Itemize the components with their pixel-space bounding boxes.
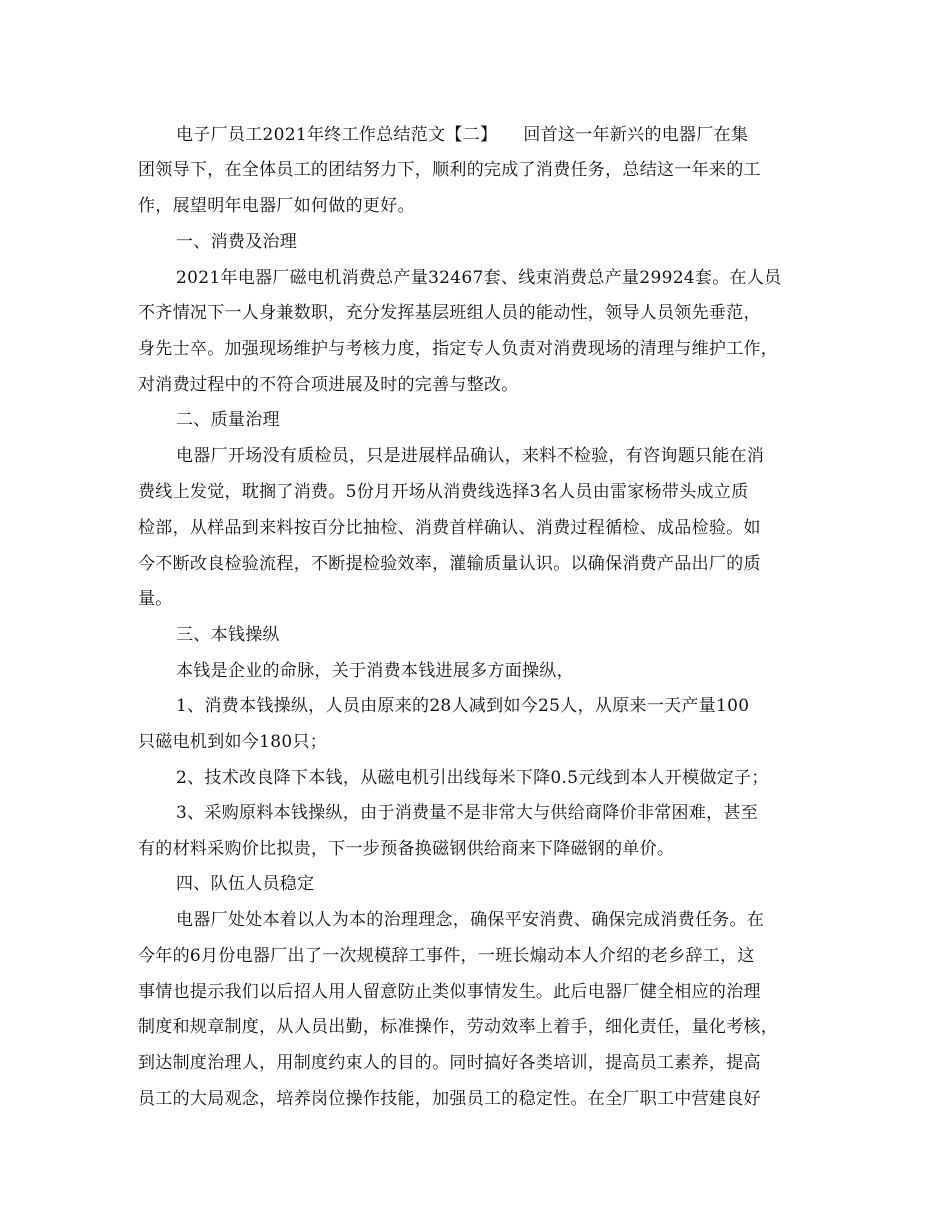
text-line: 电器厂处处本着以人为本的治理理念，确保平安消费、确保完成消费任务。在	[176, 910, 765, 930]
text-line: 今年的6月份电器厂出了一次规模辞工事件，一班长煽动本人介绍的老乡辞工，这	[138, 946, 755, 966]
text-line: 量。	[138, 589, 173, 609]
text-line: 1、消费本钱操纵，人员由原来的28人减到如今25人，从原来一天产量100	[176, 696, 750, 716]
section-heading: 一、消费及治理	[176, 232, 298, 252]
text-line: 电器厂开场没有质检员，只是进展样品确认，来料不检验，有咨询题只能在消	[176, 446, 765, 466]
text-line: 检部，从样品到来料按百分比抽检、消费首样确认、消费过程循检、成品检验。如	[138, 518, 761, 538]
text-line: 对消费过程中的不符合项进展及时的完善与整改。	[138, 375, 519, 395]
text-line: 2、技术改良降下本钱，从磁电机引出线每米下降0.5元线到本人开模做定子；	[176, 768, 769, 788]
text-line: 团领导下，在全体员工的团结努力下，顺利的完成了消费任务，总结这一年来的工	[138, 160, 761, 180]
text-line: 有的材料采购价比拟贵，下一步预备换磁钢供给商来下降磁钢的单价。	[138, 839, 675, 859]
text-line: 电子厂员工2021年终工作总结范文【二】 回首这一年新兴的电器厂在集	[176, 125, 749, 145]
text-line: 员工的大局观念，培养岗位操作技能，加强员工的稳定性。在全厂职工中营建良好	[138, 1089, 761, 1109]
section-heading: 三、本钱操纵	[176, 625, 280, 645]
text-line: 事情也提示我们以后招人用人留意防止类似事情发生。此后电器厂健全相应的治理	[138, 982, 761, 1002]
text-line: 不齐情况下一人身兼数职，充分发挥基层班组人员的能动性，领导人员领先垂范，	[138, 303, 761, 323]
text-line: 2021年电器厂磁电机消费总产量32467套、线束消费总产量29924套。在人员	[176, 268, 782, 288]
section-heading: 二、质量治理	[176, 410, 280, 430]
text-line: 本钱是企业的命脉，关于消费本钱进展多方面操纵，	[176, 661, 574, 681]
text-line: 身先士卒。加强现场维护与考核力度，指定专人负责对消费现场的清理与维护工作，	[138, 339, 779, 359]
text-line: 只磁电机到如今180只；	[138, 732, 328, 752]
text-line: 3、采购原料本钱操纵，由于消费量不是非常大与供给商降价非常困难，甚至	[176, 803, 759, 823]
text-line: 费线上发觉，耽搁了消费。5份月开场从消费线选择3名人员由雷家杨带头成立质	[138, 482, 749, 502]
section-heading: 四、队伍人员稳定	[176, 874, 315, 894]
text-line: 作，展望明年电器厂如何做的更好。	[138, 196, 415, 216]
text-line: 今不断改良检验流程，不断提检验效率，灌输质量认识。以确保消费产品出厂的质	[138, 554, 761, 574]
text-line: 制度和规章制度，从人员出勤，标准操作，劳动效率上着手，细化责任，量化考核，	[138, 1017, 779, 1037]
text-line: 到达制度治理人，用制度约束人的目的。同时搞好各类培训，提高员工素养，提高	[138, 1053, 761, 1073]
